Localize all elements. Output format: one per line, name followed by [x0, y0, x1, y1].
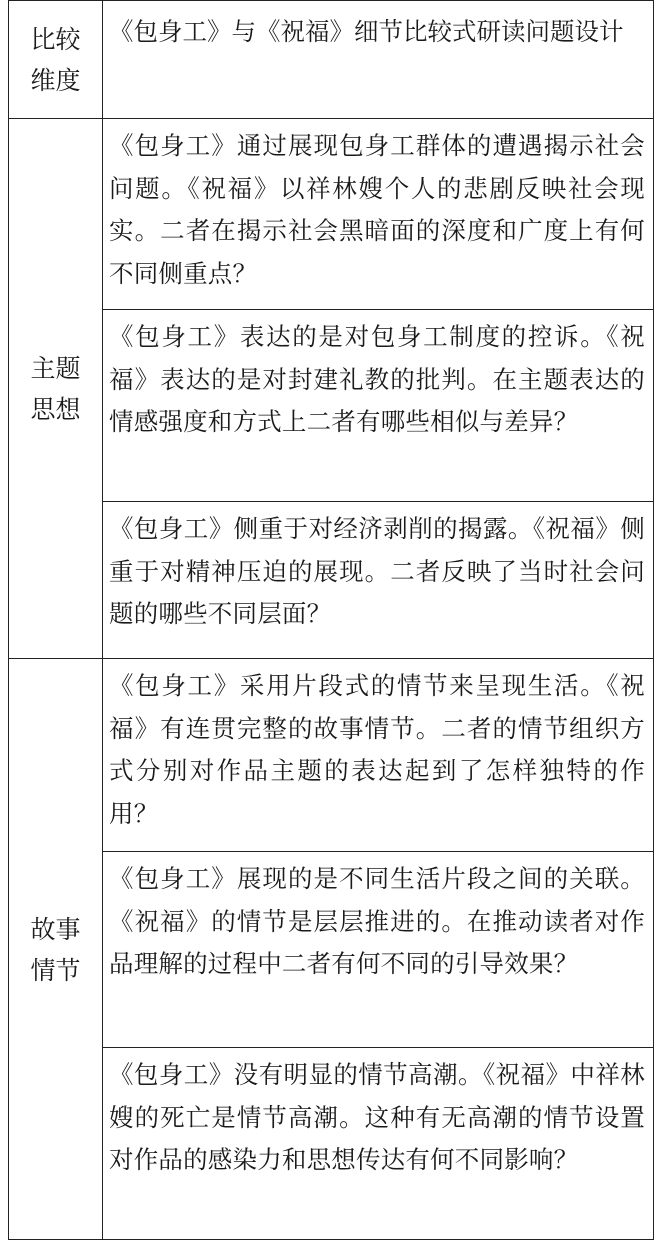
question-cell: 《包身工》通过展现包身工群体的遭遇揭示社会问题。《祝福》以祥林嫂个人的悲剧反映社会现实。二者在揭示社会黑暗面的深度和广度上有何不同侧重点？: [109, 131, 645, 288]
category-cell: [9, 119, 103, 658]
group-theme: [9, 118, 653, 658]
question-cell: 《包身工》展现的是不同生活片段之间的关联。《祝福》的情节是层层推进的。在推动读者对作品理解的过程中二者有何不同的引导效果？: [103, 851, 653, 1047]
category-label: 故事情节: [30, 914, 81, 985]
header-design-cell: 《包身工》与《祝福》细节比较式研读问题设计: [109, 17, 624, 46]
header-row: [9, 0, 653, 118]
question-cell: 《包身工》侧重于对经济剥削的揭露。《祝福》侧重于对精神压迫的展现。二者反映了当时社会问题的哪些不同层面？: [103, 501, 653, 659]
group-plot: [9, 658, 653, 1240]
question-cell: 《包身工》没有明显的情节高潮。《祝福》中祥林嫂的死亡是情节高潮。这种有无高潮的情节设置对作品的感染力和思想传达有何不同影响？: [103, 1047, 653, 1239]
category-cell: [9, 659, 103, 1240]
header-dimension-label: 比较维度: [30, 24, 81, 95]
comparison-table: [8, 0, 654, 1240]
question-cell: 《包身工》表达的是对包身工制度的控诉。《祝福》表达的是对封建礼教的批判。在主题表达的情感强度和方式上二者有哪些相似与差异？: [103, 309, 653, 501]
question-cell: 《包身工》采用片段式的情节来呈现生活。《祝福》有连贯完整的故事情节。二者的情节组织方式分别对作品主题的表达起到了怎样独特的作用？: [109, 671, 645, 828]
header-dimension-cell: [9, 1, 103, 118]
category-label: 主题思想: [30, 353, 81, 424]
